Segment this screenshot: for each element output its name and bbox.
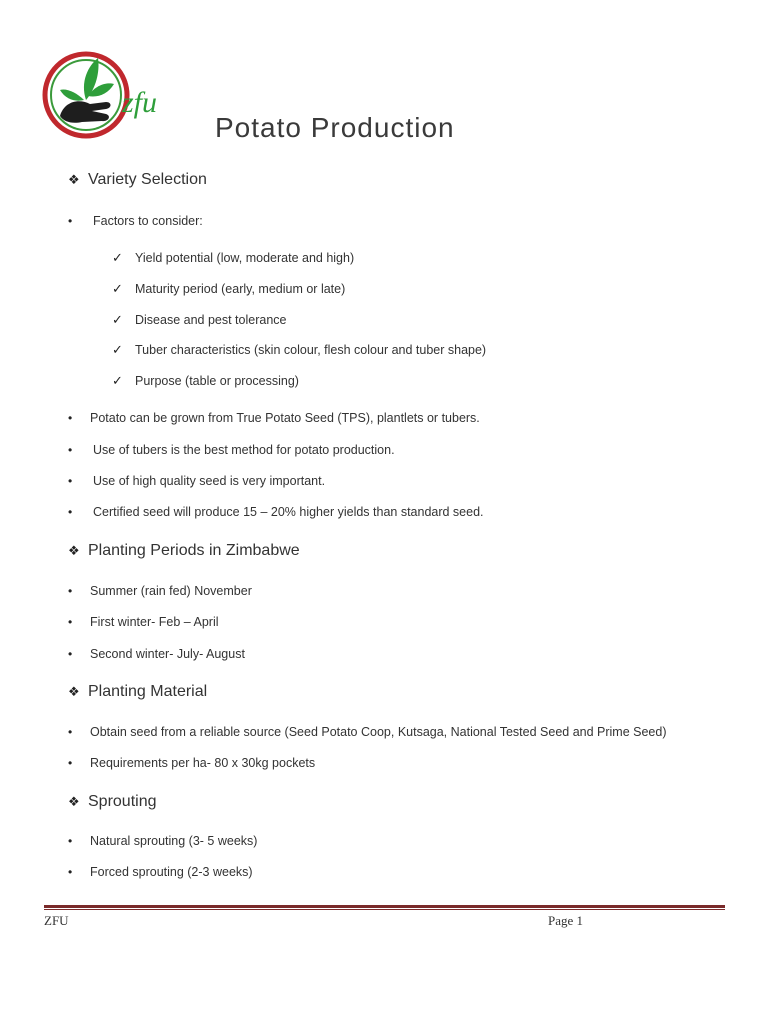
diamond-bullet-icon: ❖ [68,794,80,809]
bullet-icon: • [68,411,73,425]
footer-divider-thin [44,909,725,910]
bullet-icon: • [68,647,73,661]
heading-text: Variety Selection [88,171,207,188]
check-icon: ✓ [112,312,123,327]
bullet-icon: • [68,756,73,770]
bullet-icon: • [68,865,73,879]
diamond-bullet-icon: ❖ [68,172,80,187]
bullet-icon: • [68,505,73,519]
page-number: Page 1 [548,913,584,928]
heading-planting-material [68,683,207,701]
footer-org: ZFU [44,913,69,928]
page-title: Potato Production [215,112,455,143]
diamond-bullet-icon: ❖ [68,684,80,699]
logo-text: zfu [122,86,158,119]
bullet-icon: • [68,214,73,228]
footer-divider [44,905,725,908]
check-icon: ✓ [112,342,123,357]
check-icon: ✓ [112,373,123,388]
zfu-logo [42,42,178,148]
bullet-icon: • [68,474,73,488]
heading-sprouting [68,793,157,811]
heading-variety-selection [68,171,207,189]
bullet-icon: • [68,615,73,629]
heading-text: Sprouting [88,793,157,810]
diamond-bullet-icon: ❖ [68,543,80,558]
heading-planting-periods [68,542,300,560]
heading-text: Planting Material [88,683,208,700]
check-icon: ✓ [112,281,123,296]
bullet-icon: • [68,584,73,598]
heading-text: Planting Periods in Zimbabwe [88,542,300,559]
bullet-icon: • [68,834,73,848]
bullet-icon: • [68,443,73,457]
bullet-icon: • [68,725,73,739]
check-icon: ✓ [112,250,123,265]
